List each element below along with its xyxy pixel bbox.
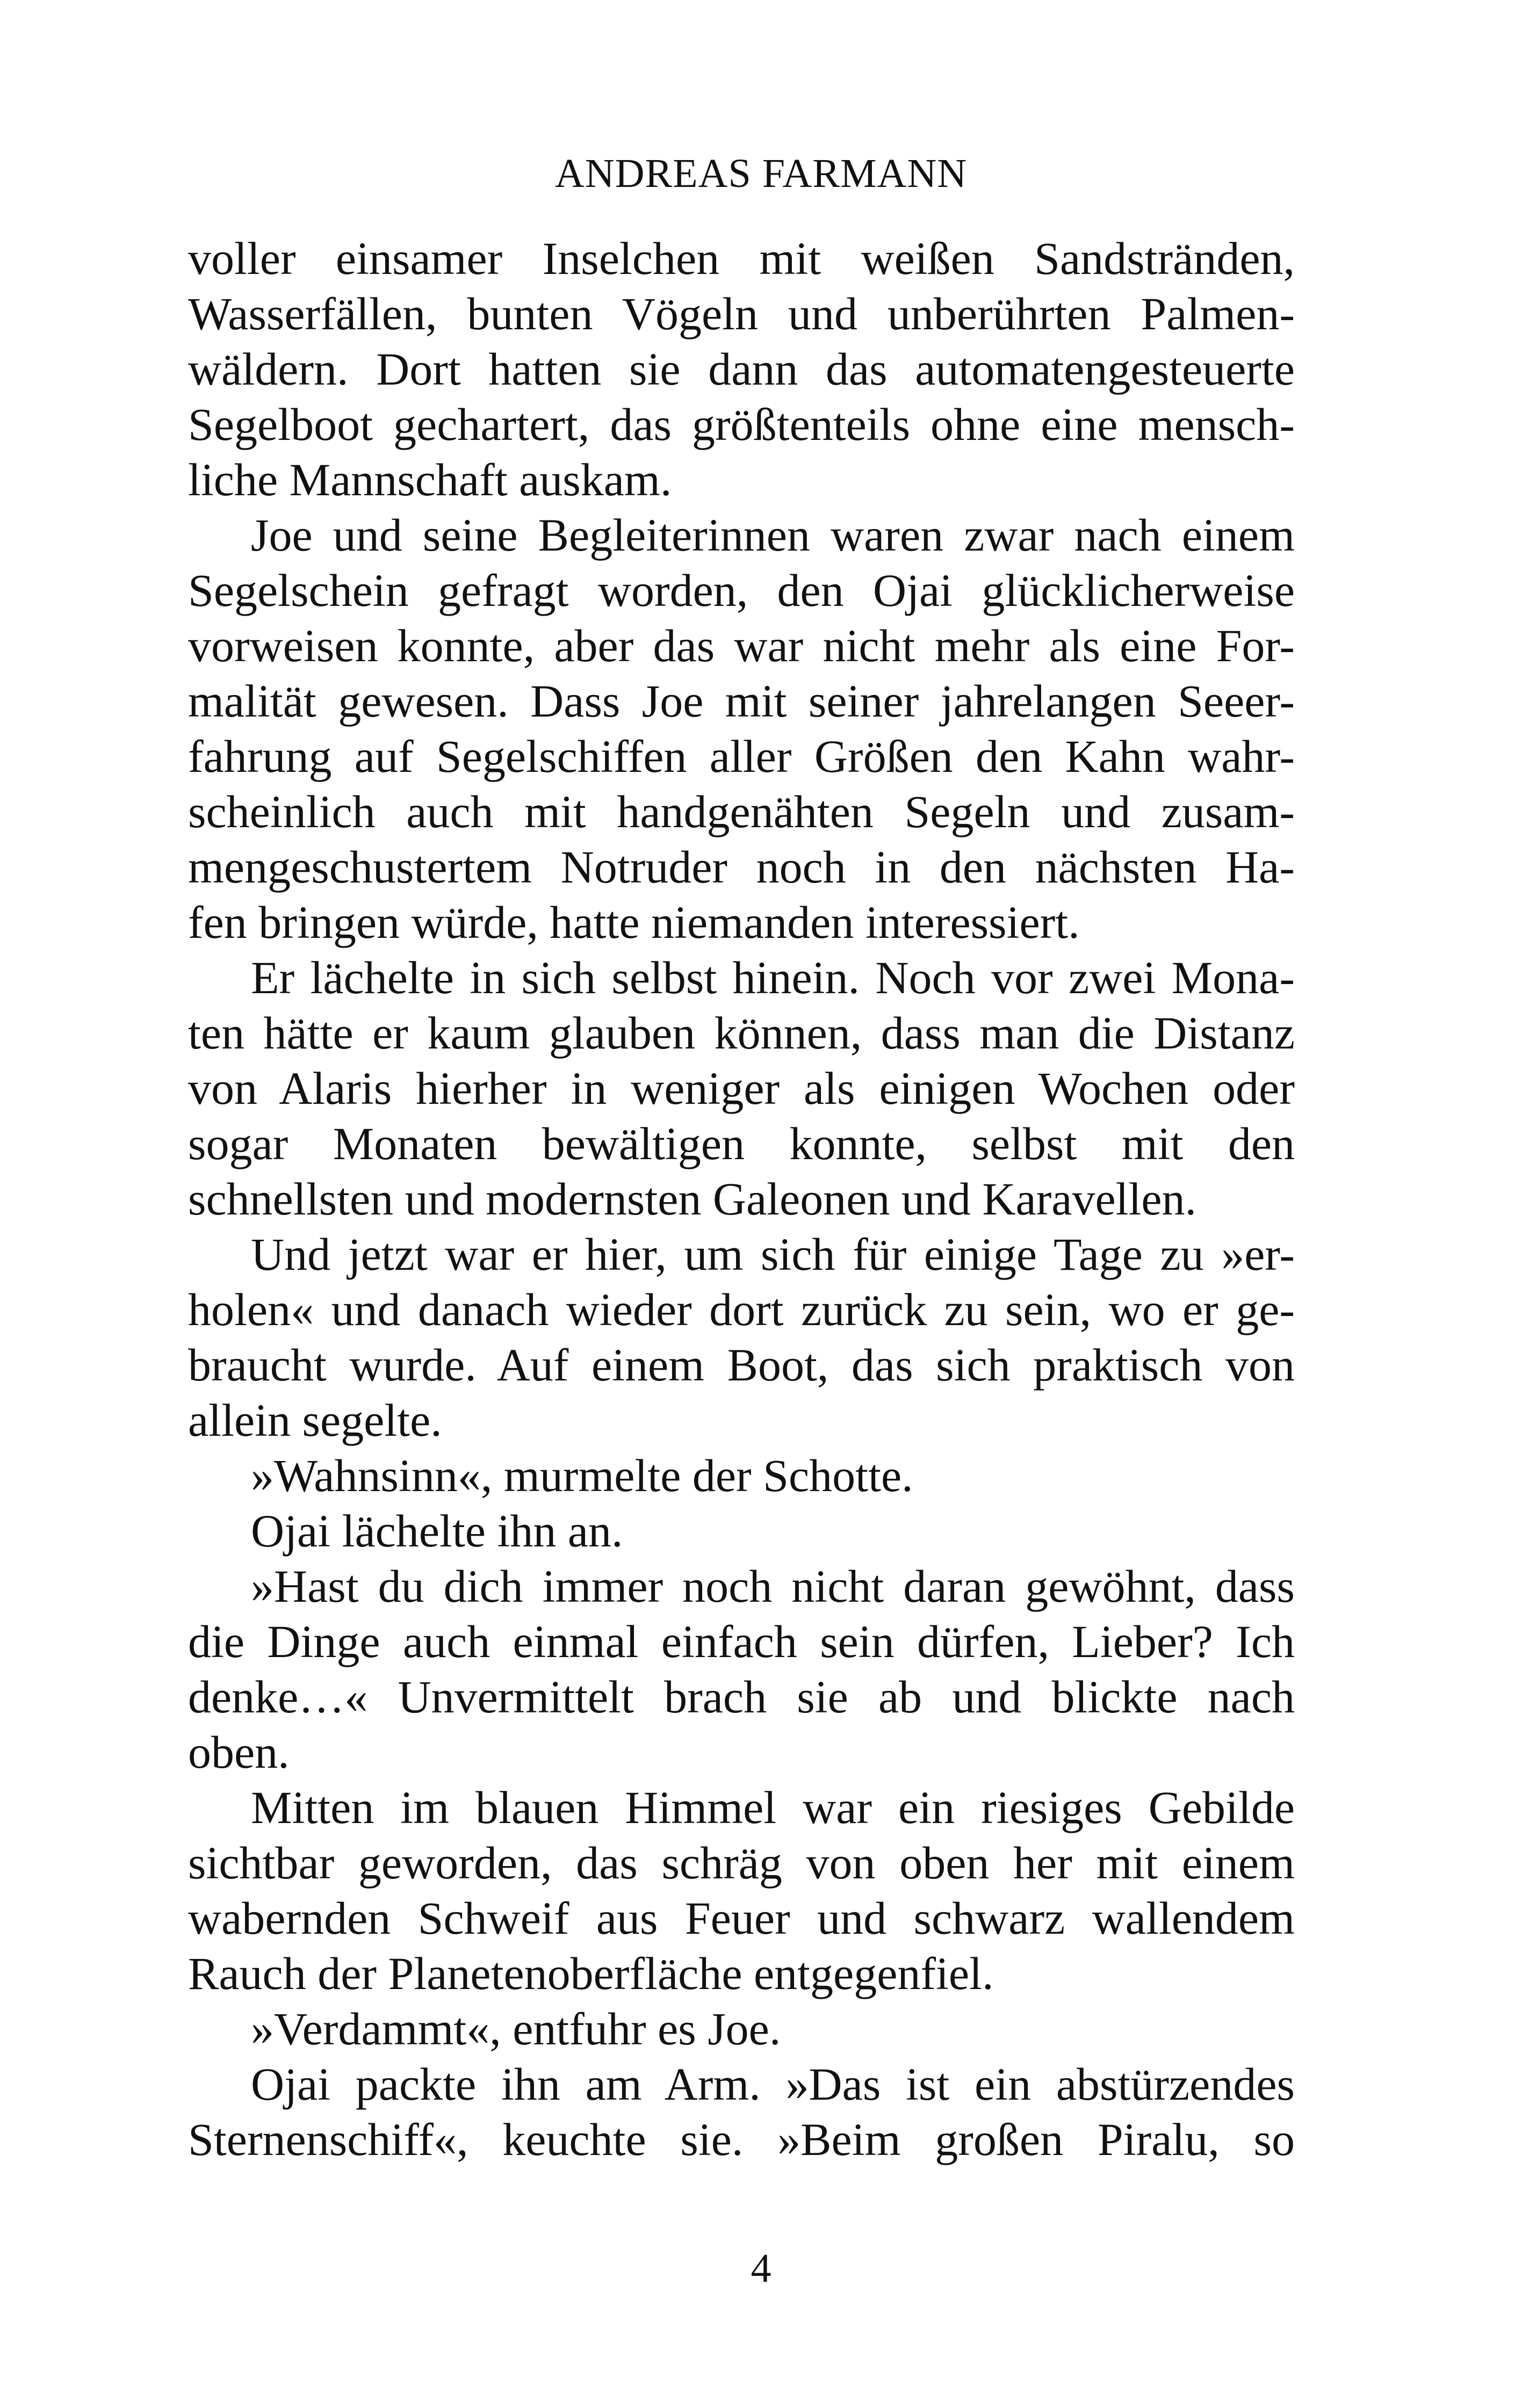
text-line: Rauch der Planetenoberfläche entgegenfiel. — [188, 1948, 994, 1999]
text-line: voller einsamer Inselchen mit weißen Sandstränden, — [188, 233, 1295, 284]
text-line: holen« und danach wieder dort zurück zu sein, wo er ge- — [188, 1284, 1295, 1335]
text-line: Segelschein gefragt worden, den Ojai glücklicherweise — [188, 565, 1295, 616]
text-line: Sternenschiff«, keuchte sie. »Beim großen Piralu, so — [188, 2114, 1295, 2165]
text-line: Wasserfällen, bunten Vögeln und unberührten Palmen- — [188, 288, 1295, 339]
text-line: vorweisen konnte, aber das war nicht mehr als eine For- — [188, 620, 1295, 671]
text-line: Ojai packte ihn am Arm. »Das ist ein abstürzendes — [251, 2058, 1295, 2110]
text-line: liche Mannschaft auskam. — [188, 454, 672, 505]
text-line: Joe und seine Begleiterinnen waren zwar nach einem — [251, 509, 1295, 561]
text-line: oben. — [188, 1726, 290, 1778]
text-line: die Dinge auch einmal einfach sein dürfen, Lieber? Ich — [188, 1616, 1295, 1667]
text-line: sichtbar geworden, das schräg von oben her mit einem — [188, 1837, 1295, 1889]
text-line: denke…« Unvermittelt brach sie ab und blickte nach — [188, 1671, 1295, 1723]
text-line: mengeschustertem Notruder noch in den nächsten Ha- — [188, 841, 1295, 893]
text-line: braucht wurde. Auf einem Boot, das sich praktisch von — [188, 1339, 1295, 1391]
text-line: »Verdammt«, entfuhr es Joe. — [251, 2003, 781, 2055]
text-line: ten hätte er kaum glauben können, dass man die Distanz — [188, 1007, 1295, 1059]
text-line: Mitten im blauen Himmel war ein riesiges Gebilde — [251, 1782, 1295, 1833]
text-line: malität gewesen. Dass Joe mit seiner jahrelangen Seeer- — [188, 675, 1295, 727]
text-line: wäldern. Dort hatten sie dann das automatengesteuerte — [188, 343, 1295, 395]
text-line: Und jetzt war er hier, um sich für einige Tage zu »er- — [251, 1228, 1295, 1280]
page-number: 4 — [751, 2246, 771, 2291]
text-line: Segelboot gechartert, das größtenteils ohne eine mensch- — [188, 399, 1295, 450]
text-line: von Alaris hierher in weniger als einigen Wochen oder — [188, 1062, 1295, 1114]
text-line: Ojai lächelte ihn an. — [251, 1505, 623, 1557]
text-line: sogar Monaten bewältigen konnte, selbst mit den — [188, 1118, 1295, 1169]
text-line: »Wahnsinn«, murmelte der Schotte. — [251, 1450, 913, 1501]
text-line: »Hast du dich immer noch nicht daran gewöhnt, dass — [251, 1560, 1295, 1612]
text-line: fen bringen würde, hatte niemanden interessiert. — [188, 896, 1080, 948]
text-line: schnellsten und modernsten Galeonen und Karavellen. — [188, 1173, 1197, 1225]
running-header: ANDREAS FARMANN — [554, 151, 968, 196]
text-line: Er lächelte in sich selbst hinein. Noch vor zwei Mona- — [251, 952, 1295, 1003]
text-line: allein segelte. — [188, 1394, 442, 1446]
text-line: fahrung auf Segelschiffen aller Größen den Kahn wahr- — [188, 731, 1295, 782]
body-text — [188, 231, 1295, 2167]
text-line: wabernden Schweif aus Feuer und schwarz wallendem — [188, 1892, 1295, 1944]
text-line: scheinlich auch mit handgenähten Segeln und zusam- — [188, 786, 1295, 837]
